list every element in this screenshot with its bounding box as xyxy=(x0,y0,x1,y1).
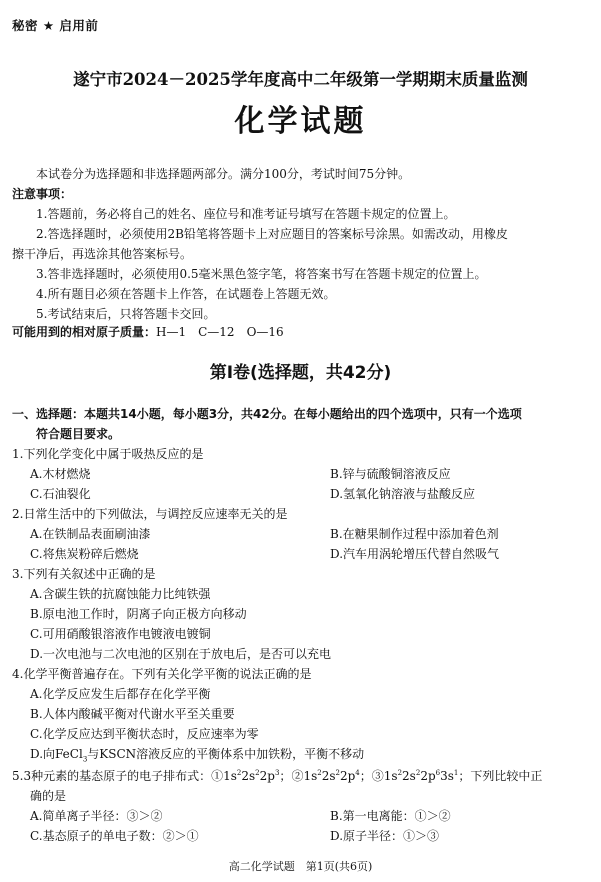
q2-option-a: A.在铁制品表面刷油漆 xyxy=(30,527,151,541)
q4-option-b: B.人体内酸碱平衡对代谢水平至关重要 xyxy=(30,707,235,721)
q4-option-c: C.化学反应达到平衡状态时，反应速率为零 xyxy=(30,727,259,741)
q5-option-d: D.原子半径：①＞③ xyxy=(330,829,440,843)
note-item: 3.答非选择题时，必须使用0.5毫米黑色签字笔，将答案书写在答题卡规定的位置上。 xyxy=(36,267,487,281)
q3-option-a: A.含碳生铁的抗腐蚀能力比纯铁强 xyxy=(30,587,211,601)
q1-option-d: D.氢氧化钠溶液与盐酸反应 xyxy=(330,487,476,501)
q1-option-c: C.石油裂化 xyxy=(30,487,91,501)
q1-option-b: B.锌与硫酸铜溶液反应 xyxy=(330,467,451,481)
note-item: 擦干净后，再选涂其他答案标号。 xyxy=(12,247,193,261)
exam-title: 遂宁市2024－2025学年度高中二年级第一学期期末质量监测 xyxy=(73,70,528,89)
atomic-masses-label: 可能用到的相对原子质量： xyxy=(12,325,157,339)
section-title: 第Ⅰ卷(选择题，共42分) xyxy=(209,363,392,383)
q2-option-d: D.汽车用涡轮增压代替自然吸气 xyxy=(330,547,500,561)
q5-option-a: A.简单离子半径：③＞② xyxy=(30,809,163,823)
question-5-stem: 5.3种元素的基态原子的电子排布式：$①1s^22s^22p^3$；$②1s^22s^22p^4$；$③1s^22s^22p^63s^1$；下列比较中正 xyxy=(12,769,543,783)
note-item: 5.考试结束后，只将答题卡交回。 xyxy=(36,307,216,321)
question-4-stem: 4.化学平衡普遍存在。下列有关化学平衡的说法正确的是 xyxy=(12,667,312,681)
notes-heading: 注意事项： xyxy=(12,187,73,201)
note-item: 1.答题前，务必将自己的姓名、座位号和准考证号填写在答题卡规定的位置上。 xyxy=(36,207,456,221)
q3-option-b: B.原电池工作时，阴离子向正极方向移动 xyxy=(30,607,247,621)
question-2-stem: 2.日常生活中的下列做法，与调控反应速率无关的是 xyxy=(12,507,288,521)
note-item: 4.所有题目必须在答题卡上作答，在试题卷上答题无效。 xyxy=(36,287,336,301)
q3-option-c: C.可用硝酸银溶液作电镀液电镀铜 xyxy=(30,627,211,641)
q1-option-a: A.木材燃烧 xyxy=(30,467,91,481)
q5-option-c: C.基态原子的单电子数：②＞① xyxy=(30,829,199,843)
q4-option-a: A.化学反应发生后都存在化学平衡 xyxy=(30,687,211,701)
page-footer: 高二化学试题 第1页(共6页) xyxy=(228,860,373,873)
q2-option-b: B.在糖果制作过程中添加着色剂 xyxy=(330,527,499,541)
q3-option-d: D.一次电池与二次电池的区别在于放电后，是否可以充电 xyxy=(30,647,332,661)
note-item: 2.答选择题时，必须使用2B铅笔将答题卡上对应题目的答案标号涂黑。如需改动，用橡皮 xyxy=(36,227,508,241)
q4-option-d: D.向FeCl$_3$与KSCN溶液反应的平衡体系中加铁粉，平衡不移动 xyxy=(30,747,365,764)
confidential-label: 秘密 ★ 启用前 xyxy=(12,18,99,33)
q2-option-c: C.将焦炭粉碎后燃烧 xyxy=(30,547,139,561)
question-3-stem: 3.下列有关叙述中正确的是 xyxy=(12,567,156,581)
question-5-stem-cont: 确的是 xyxy=(30,789,67,803)
atomic-masses-values: H—1 C—12 O—16 xyxy=(156,325,284,339)
section-instruction: 一、选择题：本题共14小题，每小题3分，共42分。在每小题给出的四个选项中，只有一个选项 xyxy=(12,407,522,421)
question-1-stem: 1.下列化学变化中属于吸热反应的是 xyxy=(12,447,204,461)
subject-title: 化学试题 xyxy=(234,104,367,139)
section-instruction: 符合题目要求。 xyxy=(36,427,121,441)
atomic-masses xyxy=(12,322,591,342)
q5-option-b: B.第一电离能：①＞② xyxy=(330,809,451,823)
intro-text: 本试卷分为选择题和非选择题两部分。满分100分，考试时间75分钟。 xyxy=(36,167,411,181)
